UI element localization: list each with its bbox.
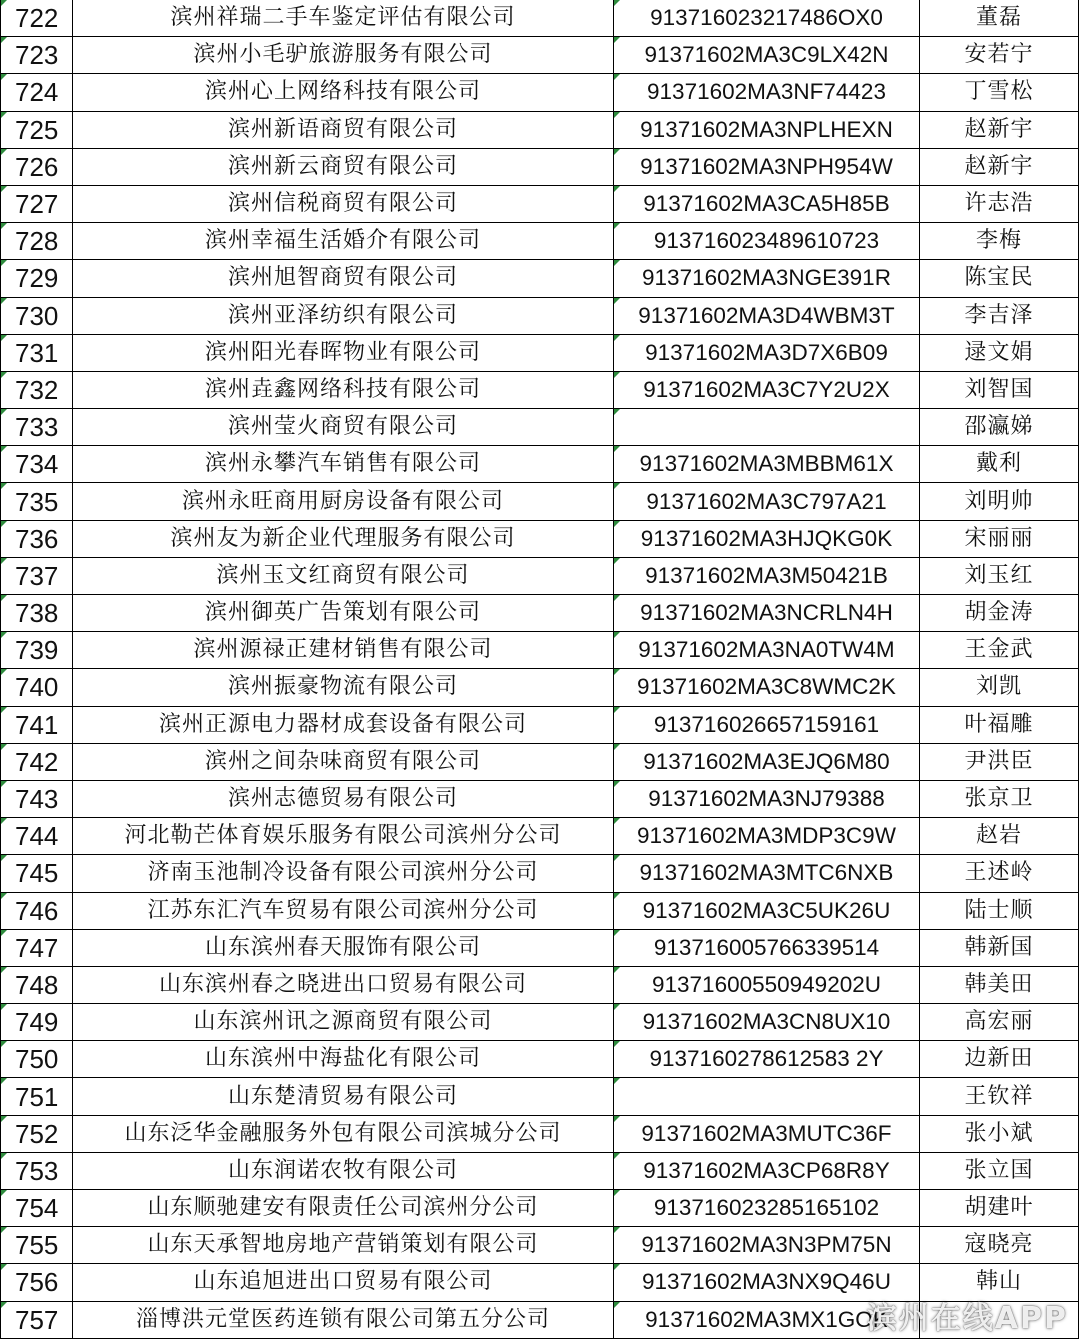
company-name-cell: 滨州正源电力器材成套设备有限公司 — [73, 706, 614, 743]
company-name-cell: 山东滨州讯之源商贸有限公司 — [73, 1004, 614, 1041]
credit-code-cell: 91371602MA3NX9Q46U — [614, 1264, 920, 1301]
credit-code-cell: 9137160278612583 2Y — [614, 1041, 920, 1078]
credit-code-cell: 91371602MA3NPLHEXN — [614, 111, 920, 148]
row-number-cell: 735 — [1, 483, 73, 520]
table-row — [1, 446, 1079, 483]
credit-code-cell: 91371602MA3NF74423 — [614, 74, 920, 111]
company-name-cell: 滨州永攀汽车销售有限公司 — [73, 446, 614, 483]
company-name-cell: 滨州旭智商贸有限公司 — [73, 260, 614, 297]
credit-code-cell: 913716023217486OX0 — [614, 0, 920, 37]
table-row — [1, 1041, 1079, 1078]
row-number-cell: 734 — [1, 446, 73, 483]
company-name-cell: 山东天承智地房地产营销策划有限公司 — [73, 1227, 614, 1264]
company-name-cell: 滨州友为新企业代理服务有限公司 — [73, 520, 614, 557]
credit-code-cell: 91371602MA3NA0TW4M — [614, 632, 920, 669]
watermark-logo: 滨州在线APP — [866, 1301, 1068, 1336]
row-number-cell: 729 — [1, 260, 73, 297]
table-row — [1, 74, 1079, 111]
row-number-cell: 752 — [1, 1115, 73, 1152]
row-number-cell: 730 — [1, 297, 73, 334]
legal-person-cell: 韩山 — [920, 1264, 1079, 1301]
legal-person-cell: 张立国 — [920, 1152, 1079, 1189]
credit-code-cell: 91371602MA3EJQ6M80 — [614, 743, 920, 780]
company-name-cell: 山东楚清贸易有限公司 — [73, 1078, 614, 1115]
table-row — [1, 223, 1079, 260]
company-name-cell: 济南玉池制冷设备有限公司滨州分公司 — [73, 855, 614, 892]
table-row — [1, 780, 1079, 817]
table-row — [1, 632, 1079, 669]
row-number-cell: 728 — [1, 223, 73, 260]
company-name-cell: 滨州信税商贸有限公司 — [73, 185, 614, 222]
row-number-cell: 750 — [1, 1041, 73, 1078]
legal-person-cell: 戴利 — [920, 446, 1079, 483]
table-body — [1, 0, 1079, 1338]
company-name-cell: 山东滨州春之晓进出口贸易有限公司 — [73, 966, 614, 1003]
table-row — [1, 1190, 1079, 1227]
company-name-cell: 滨州垚鑫网络科技有限公司 — [73, 371, 614, 408]
credit-code-cell: 91371602MA3C7Y2U2X — [614, 371, 920, 408]
company-name-cell: 山东追旭进出口贸易有限公司 — [73, 1264, 614, 1301]
table-row — [1, 892, 1079, 929]
credit-code-cell: 913716005766339514 — [614, 929, 920, 966]
credit-code-cell: 91371602MA3HJQKG0K — [614, 520, 920, 557]
table-row — [1, 743, 1079, 780]
credit-code-cell: 91371602MA3M50421B — [614, 557, 920, 594]
company-name-cell: 滨州莹火商贸有限公司 — [73, 409, 614, 446]
table-row — [1, 260, 1079, 297]
legal-person-cell: 叶福雕 — [920, 706, 1079, 743]
legal-person-cell: 胡金涛 — [920, 595, 1079, 632]
legal-person-cell: 边新田 — [920, 1041, 1079, 1078]
legal-person-cell: 丁雪松 — [920, 74, 1079, 111]
company-name-cell: 河北勒芒体育娱乐服务有限公司滨州分公司 — [73, 818, 614, 855]
row-number-cell: 724 — [1, 74, 73, 111]
table-row — [1, 595, 1079, 632]
company-name-cell: 滨州志德贸易有限公司 — [73, 780, 614, 817]
credit-code-cell: 91371602MA3CA5H85B — [614, 185, 920, 222]
credit-code-cell: 91371602MA3N3PM75N — [614, 1227, 920, 1264]
legal-person-cell: 高宏丽 — [920, 1004, 1079, 1041]
table-row — [1, 148, 1079, 185]
table-row — [1, 557, 1079, 594]
legal-person-cell: 赵新宇 — [920, 111, 1079, 148]
credit-code-cell: 913716023285165102 — [614, 1190, 920, 1227]
credit-code-cell: 91371600550949202U — [614, 966, 920, 1003]
row-number-cell: 753 — [1, 1152, 73, 1189]
table-row — [1, 1264, 1079, 1301]
row-number-cell: 732 — [1, 371, 73, 408]
credit-code-cell: 91371602MA3NPH954W — [614, 148, 920, 185]
company-name-cell: 滨州永旺商用厨房设备有限公司 — [73, 483, 614, 520]
credit-code-cell — [614, 409, 920, 446]
credit-code-cell: 91371602MA3CN8UX10 — [614, 1004, 920, 1041]
legal-person-cell: 邵瀛娣 — [920, 409, 1079, 446]
legal-person-cell: 李梅 — [920, 223, 1079, 260]
credit-code-cell: 91371602MA3MDP3C9W — [614, 818, 920, 855]
credit-code-cell: 91371602MA3MUTC36F — [614, 1115, 920, 1152]
row-number-cell: 756 — [1, 1264, 73, 1301]
row-number-cell: 755 — [1, 1227, 73, 1264]
company-name-cell: 山东润诺农牧有限公司 — [73, 1152, 614, 1189]
row-number-cell: 737 — [1, 557, 73, 594]
row-number-cell: 747 — [1, 929, 73, 966]
company-name-cell: 山东滨州春天服饰有限公司 — [73, 929, 614, 966]
credit-code-cell: 913716026657159161 — [614, 706, 920, 743]
company-name-cell: 滨州玉文红商贸有限公司 — [73, 557, 614, 594]
credit-code-cell: 91371602MA3NGE391R — [614, 260, 920, 297]
company-name-cell: 滨州新云商贸有限公司 — [73, 148, 614, 185]
credit-code-cell: 91371602MA3CP68R8Y — [614, 1152, 920, 1189]
company-name-cell: 淄博洪元堂医药连锁有限公司第五分公司 — [73, 1301, 614, 1338]
row-number-cell: 751 — [1, 1078, 73, 1115]
legal-person-cell: 王述岭 — [920, 855, 1079, 892]
table-row — [1, 1078, 1079, 1115]
company-name-cell: 滨州心上网络科技有限公司 — [73, 74, 614, 111]
legal-person-cell: 宋丽丽 — [920, 520, 1079, 557]
row-number-cell: 744 — [1, 818, 73, 855]
credit-code-cell: 91371602MA3MBBM61X — [614, 446, 920, 483]
row-number-cell: 757 — [1, 1301, 73, 1338]
credit-code-cell: 91371602MA3NCRLN4H — [614, 595, 920, 632]
credit-code-cell — [614, 1078, 920, 1115]
credit-code-cell: 91371602MA3MTC6NXB — [614, 855, 920, 892]
legal-person-cell: 赵岩 — [920, 818, 1079, 855]
row-number-cell: 726 — [1, 148, 73, 185]
credit-code-cell: 91371602MA3D4WBM3T — [614, 297, 920, 334]
table-row — [1, 111, 1079, 148]
table-row — [1, 37, 1079, 74]
row-number-cell: 739 — [1, 632, 73, 669]
legal-person-cell: 刘凯 — [920, 669, 1079, 706]
row-number-cell: 748 — [1, 966, 73, 1003]
legal-person-cell: 李吉泽 — [920, 297, 1079, 334]
company-name-cell: 滨州御英广告策划有限公司 — [73, 595, 614, 632]
row-number-cell: 740 — [1, 669, 73, 706]
legal-person-cell: 王钦祥 — [920, 1078, 1079, 1115]
company-name-cell: 滨州源禄正建材销售有限公司 — [73, 632, 614, 669]
row-number-cell: 743 — [1, 780, 73, 817]
company-name-cell: 山东泛华金融服务外包有限公司滨城分公司 — [73, 1115, 614, 1152]
credit-code-cell: 913716023489610723 — [614, 223, 920, 260]
credit-code-cell: 91371602MA3C797A21 — [614, 483, 920, 520]
credit-code-cell: 91371602MA3MX1GOK — [614, 1301, 920, 1338]
company-name-cell: 滨州振豪物流有限公司 — [73, 669, 614, 706]
legal-person-cell: 赵新宇 — [920, 148, 1079, 185]
company-name-cell: 滨州之间杂味商贸有限公司 — [73, 743, 614, 780]
company-name-cell: 滨州亚泽纺织有限公司 — [73, 297, 614, 334]
table-row — [1, 297, 1079, 334]
legal-person-cell: 寇晓亮 — [920, 1227, 1079, 1264]
table-row — [1, 855, 1079, 892]
legal-person-cell: 张小斌 — [920, 1115, 1079, 1152]
table-row — [1, 520, 1079, 557]
credit-code-cell: 91371602MA3C5UK26U — [614, 892, 920, 929]
row-number-cell: 746 — [1, 892, 73, 929]
legal-person-cell: 刘明帅 — [920, 483, 1079, 520]
row-number-cell: 727 — [1, 185, 73, 222]
row-number-cell: 742 — [1, 743, 73, 780]
row-number-cell: 725 — [1, 111, 73, 148]
table-row — [1, 706, 1079, 743]
legal-person-cell: 逯文娟 — [920, 334, 1079, 371]
row-number-cell: 733 — [1, 409, 73, 446]
company-name-cell: 滨州阳光春晖物业有限公司 — [73, 334, 614, 371]
row-number-cell: 749 — [1, 1004, 73, 1041]
table-row — [1, 185, 1079, 222]
table-row — [1, 409, 1079, 446]
table-row — [1, 371, 1079, 408]
credit-code-cell: 91371602MA3C9LX42N — [614, 37, 920, 74]
row-number-cell: 745 — [1, 855, 73, 892]
credit-code-cell: 91371602MA3C8WMC2K — [614, 669, 920, 706]
company-name-cell: 山东滨州中海盐化有限公司 — [73, 1041, 614, 1078]
row-number-cell: 741 — [1, 706, 73, 743]
table-row — [1, 669, 1079, 706]
legal-person-cell: 刘智国 — [920, 371, 1079, 408]
row-number-cell: 736 — [1, 520, 73, 557]
legal-person-cell: 韩新国 — [920, 929, 1079, 966]
company-name-cell: 滨州新语商贸有限公司 — [73, 111, 614, 148]
table-row — [1, 929, 1079, 966]
table-row — [1, 1301, 1079, 1338]
row-number-cell: 731 — [1, 334, 73, 371]
legal-person-cell: 许志浩 — [920, 185, 1079, 222]
legal-person-cell: 尹洪臣 — [920, 743, 1079, 780]
table-row — [1, 483, 1079, 520]
row-number-cell: 738 — [1, 595, 73, 632]
legal-person-cell: 张京卫 — [920, 780, 1079, 817]
row-number-cell: 723 — [1, 37, 73, 74]
row-number-cell: 754 — [1, 1190, 73, 1227]
legal-person-cell — [920, 1301, 1079, 1338]
table-row — [1, 1227, 1079, 1264]
legal-person-cell: 韩美田 — [920, 966, 1079, 1003]
legal-person-cell: 胡建叶 — [920, 1190, 1079, 1227]
row-number-cell: 722 — [1, 0, 73, 37]
table-row — [1, 966, 1079, 1003]
credit-code-cell: 91371602MA3D7X6B09 — [614, 334, 920, 371]
table-row — [1, 0, 1079, 37]
table-row — [1, 334, 1079, 371]
legal-person-cell: 王金武 — [920, 632, 1079, 669]
legal-person-cell: 安若宁 — [920, 37, 1079, 74]
legal-person-cell: 陆士顺 — [920, 892, 1079, 929]
company-name-cell: 滨州小毛驴旅游服务有限公司 — [73, 37, 614, 74]
company-name-cell: 滨州祥瑞二手车鉴定评估有限公司 — [73, 0, 614, 37]
legal-person-cell: 陈宝民 — [920, 260, 1079, 297]
table-row — [1, 1004, 1079, 1041]
credit-code-cell: 91371602MA3NJ79388 — [614, 780, 920, 817]
table-row — [1, 818, 1079, 855]
table-row — [1, 1115, 1079, 1152]
company-name-cell: 山东顺驰建安有限责任公司滨州分公司 — [73, 1190, 614, 1227]
table-row — [1, 1152, 1079, 1189]
legal-person-cell: 董磊 — [920, 0, 1079, 37]
company-name-cell: 滨州幸福生活婚介有限公司 — [73, 223, 614, 260]
company-name-cell: 江苏东汇汽车贸易有限公司滨州分公司 — [73, 892, 614, 929]
legal-person-cell: 刘玉红 — [920, 557, 1079, 594]
